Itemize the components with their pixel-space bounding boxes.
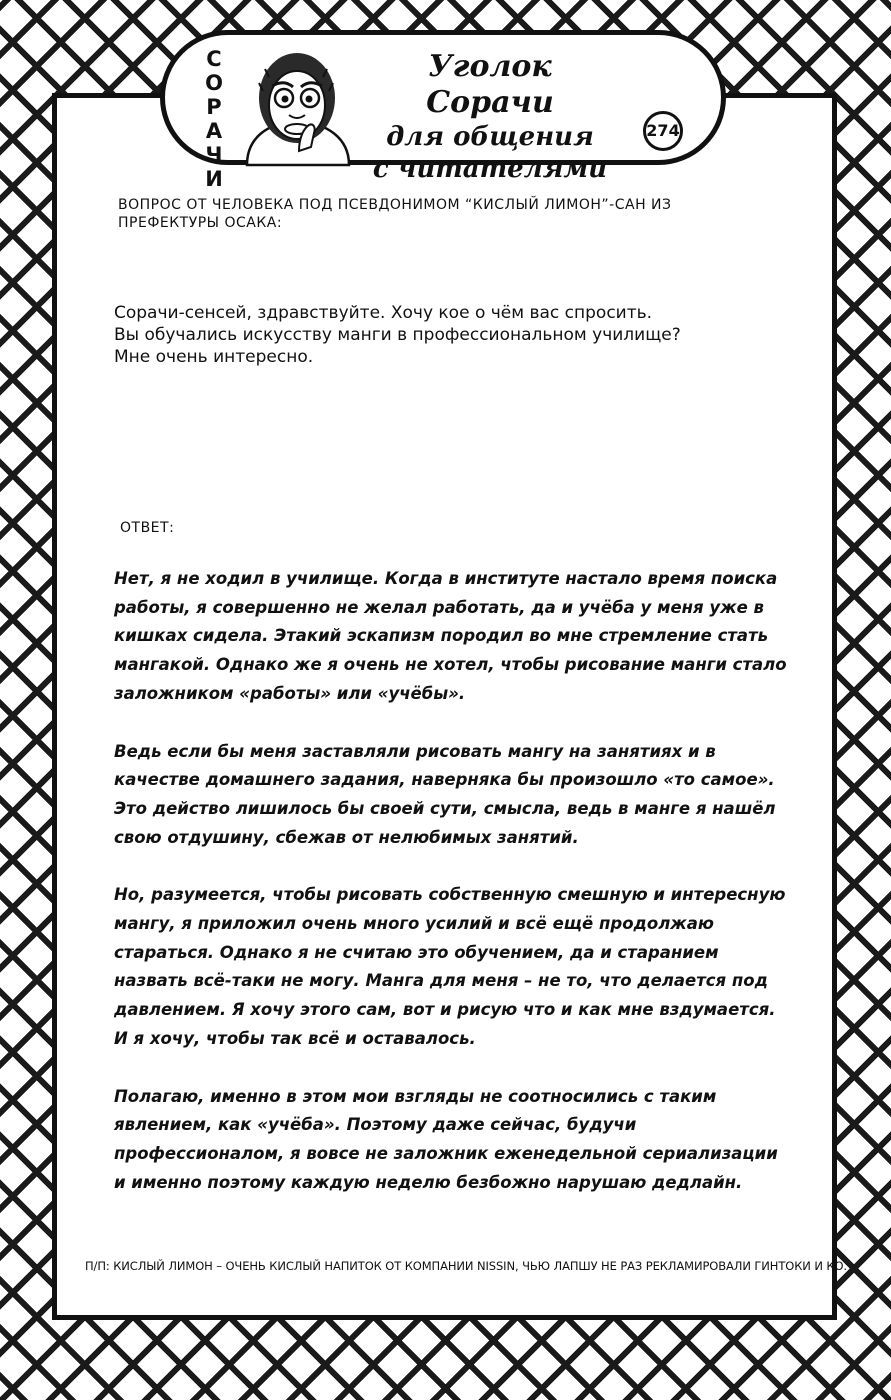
column-header	[160, 30, 726, 191]
author-vertical-name: СОРАЧИ	[205, 47, 223, 191]
gorilla-author-portrait-icon	[237, 43, 357, 165]
title-line-1: Уголок Сорачи	[426, 49, 554, 120]
column-title	[365, 49, 615, 185]
translator-footnote: П/П: КИСЛЫЙ ЛИМОН – ОЧЕНЬ КИСЛЫЙ НАПИТОК ОТ КОМПАНИИ NISSIN, ЧЬЮ ЛАПШУ НЕ РАЗ РЕКЛАМИРОВАЛИ ГИНТОКИ И КО.	[85, 1259, 847, 1273]
answer-paragraph: Полагаю, именно в этом мои взгляды не соотносились с таким явлением, как «учёба». Поэтому даже сейчас, будучи профессионалом, я вовсе не заложник еженедельной сериализации и именно поэтому каждую неделю безбожно нарушаю дедлайн.	[114, 1086, 778, 1192]
title-line-3: с читателями	[372, 154, 608, 184]
answer-paragraph: Нет, я не ходил в училище. Когда в институте настало время поиска работы, я совершенно не желал работать, да и учёба у меня уже в кишках сидела. Этакий эскапизм породил во мне стремление стать мангакой. Однако же я очень не хотел, чтобы рисование манги стало заложником «работы» или «учёбы».	[114, 569, 787, 703]
title-line-2: для общения	[386, 122, 594, 152]
question-line: Сорачи-сенсей, здравствуйте. Хочу кое о чём вас спросить.	[114, 303, 653, 323]
question-text	[114, 302, 764, 368]
issue-number-badge: 274	[643, 111, 683, 151]
answer-paragraph: Но, разумеется, чтобы рисовать собственную смешную и интересную мангу, я приложил очень много усилий и всё ещё продолжаю стараться. Однако я не считаю это обучением, да и старанием назвать всё-таки не могу. Манга для меня – не то, что делается под давлением. Я хочу этого сам, вот и рисую что и как мне вздумается. И я хочу, чтобы так всё и оставалось.	[114, 885, 786, 1048]
answer-label: ОТВЕТ:	[120, 520, 175, 536]
answer-paragraph: Ведь если бы меня заставляли рисовать мангу на занятиях и в качестве домашнего задания, наверняка бы произошло «то самое». Это действо лишилось бы своей сути, смысла, ведь в манге я нашёл свою отдушину, сбежав от нелюбимых занятий.	[114, 741, 776, 847]
question-line: Вы обучались искусству манги в профессиональном училище?	[114, 325, 681, 345]
answer-text	[114, 565, 790, 1226]
question-from: ВОПРОС ОТ ЧЕЛОВЕКА ПОД ПСЕВДОНИМОМ “КИСЛЫЙ ЛИМОН”-САН ИЗ ПРЕФЕКТУРЫ ОСАКА:	[118, 197, 672, 231]
question-line: Мне очень интересно.	[114, 347, 314, 367]
